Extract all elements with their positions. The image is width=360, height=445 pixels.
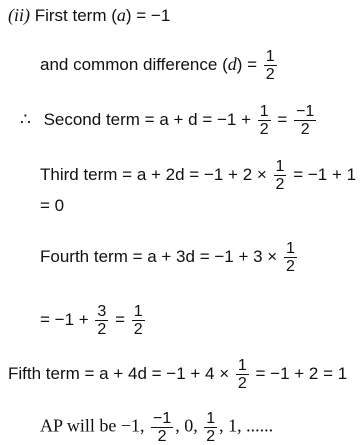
- fraction-denominator: 2: [206, 428, 216, 445]
- third-term-result-line: [40, 196, 64, 216]
- fraction-numerator: −1: [152, 410, 172, 427]
- fraction-numerator: −1: [296, 103, 315, 120]
- fourth-term-cont-start: = −1 +: [40, 309, 89, 329]
- fifth-term-text: Fifth term = a + 4d = −1 + 4 ×: [8, 363, 230, 383]
- fourth-term-cont-equals: =: [115, 309, 125, 329]
- ap-fraction-1: [151, 410, 173, 445]
- fourth-term-fraction-3: [132, 303, 145, 338]
- fourth-term-fraction-2: [95, 303, 108, 338]
- third-term-text: Third term = a + 2d = −1 + 2 ×: [40, 164, 267, 184]
- first-term-symbol: a: [116, 5, 126, 25]
- fraction-denominator: 2: [97, 321, 107, 338]
- fraction-numerator: 1: [133, 303, 143, 320]
- fourth-term-text: Fourth term = a + 3d = −1 + 3 ×: [40, 246, 278, 266]
- first-term-value: ) = −1: [125, 6, 171, 25]
- second-term-line: [20, 103, 318, 138]
- ap-text: AP will be −1,: [40, 415, 145, 436]
- fraction-numerator: 1: [285, 240, 295, 257]
- third-term-result: = 0: [40, 196, 65, 215]
- common-difference-line: [40, 48, 279, 83]
- therefore-symbol: ∴: [20, 109, 31, 129]
- fourth-term-fraction: [284, 240, 297, 275]
- fraction-numerator: 1: [206, 410, 216, 427]
- fourth-term-continuation-line: [40, 303, 147, 338]
- ap-mid: , 0,: [175, 415, 198, 436]
- part-label: (ii): [8, 5, 30, 25]
- fraction-denominator: 2: [285, 258, 295, 275]
- fifth-term-fraction: [236, 357, 249, 392]
- fraction-denominator: 2: [133, 321, 143, 338]
- first-term-text: First term (: [34, 6, 117, 25]
- ap-tail: , 1, ......: [219, 415, 274, 436]
- fraction-denominator: 2: [294, 120, 316, 138]
- fraction-numerator: 1: [237, 357, 247, 374]
- fraction-denominator: 2: [259, 121, 269, 138]
- third-term-fraction: [274, 158, 287, 193]
- fraction-numerator: 1: [265, 48, 275, 65]
- first-term-line: [8, 5, 170, 26]
- fraction-numerator: 1: [275, 158, 285, 175]
- fraction-numerator: 1: [259, 103, 269, 120]
- common-difference-text: and common difference (: [40, 54, 228, 74]
- fourth-term-line: [40, 240, 299, 275]
- common-difference-fraction: [264, 48, 277, 83]
- second-term-equals: =: [277, 109, 288, 129]
- ap-line: [40, 410, 273, 445]
- fraction-denominator: 2: [275, 176, 285, 193]
- second-term-fraction-1: [258, 103, 271, 138]
- second-term-text: Second term = a + d = −1 +: [43, 109, 252, 129]
- fraction-denominator: 2: [237, 375, 247, 392]
- fraction-denominator: 2: [265, 66, 275, 83]
- fifth-term-tail: = −1 + 2 = 1: [255, 363, 348, 383]
- common-difference-symbol: d: [227, 53, 237, 74]
- third-term-line: [40, 158, 356, 193]
- fraction-denominator: 2: [151, 427, 173, 445]
- common-difference-eq: ) =: [236, 54, 258, 74]
- fifth-term-line: [8, 357, 347, 392]
- fraction-numerator: 3: [97, 303, 107, 320]
- third-term-tail: = −1 + 1: [293, 164, 357, 184]
- ap-fraction-2: [204, 410, 217, 445]
- second-term-fraction-2: [294, 103, 316, 138]
